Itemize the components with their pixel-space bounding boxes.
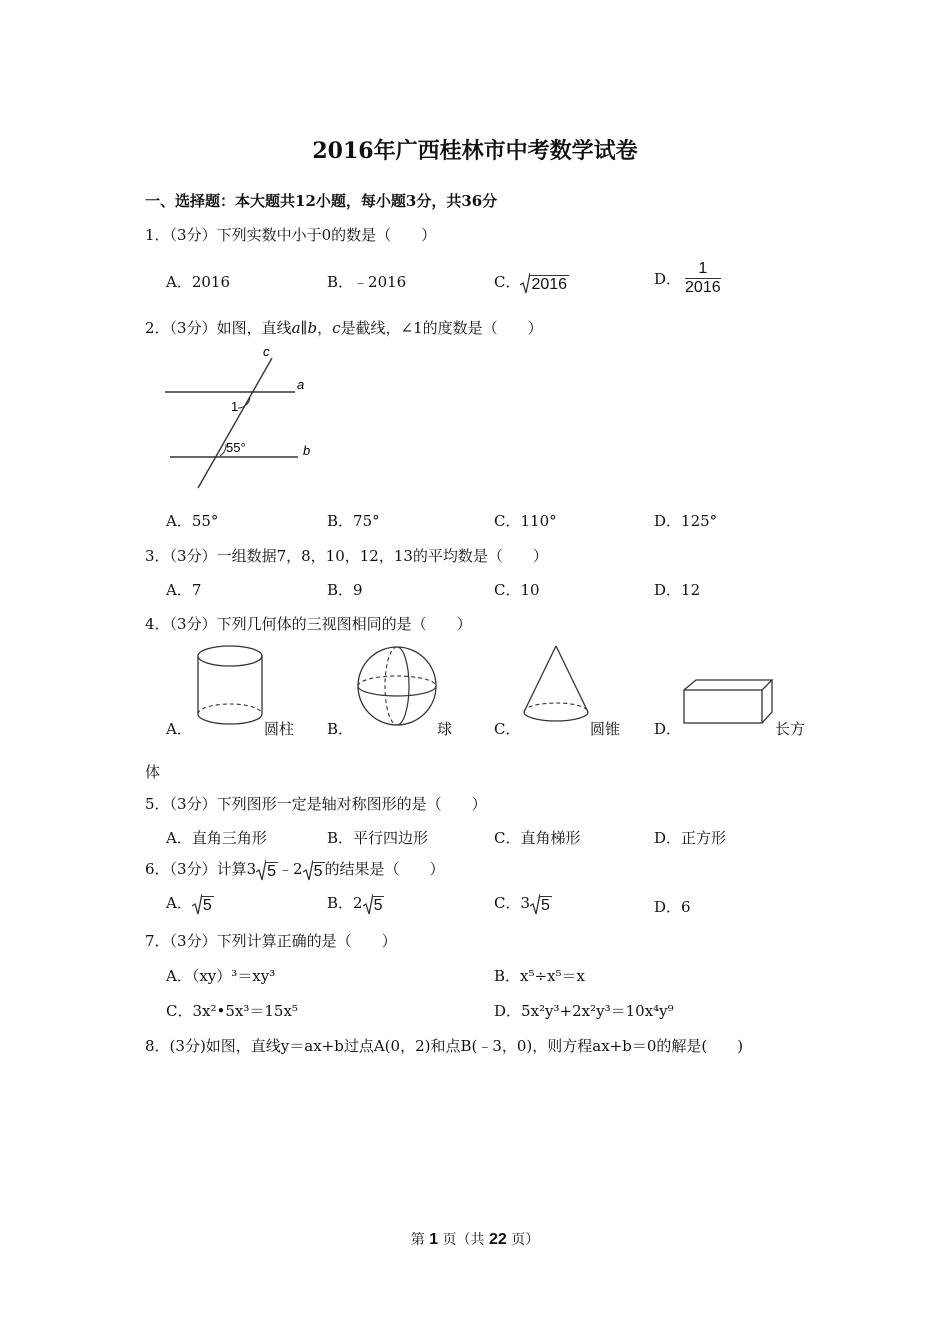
- q4-option-d-wrap: 体: [145, 763, 161, 781]
- q1-option-c-label: C．: [494, 273, 521, 291]
- label-angle-1: 1: [231, 399, 239, 414]
- q7-option-c: C．3x²•5x³＝15x⁵: [166, 1002, 298, 1020]
- q4-option-a: A．: [166, 720, 192, 738]
- q6-option-c-label: C．3: [494, 894, 531, 912]
- q3-option-a: A．7: [166, 581, 202, 599]
- question-5-stem: 5．（3分）下列图形一定是轴对称图形的是（ ）: [145, 795, 487, 813]
- sqrt-symbol: [530, 893, 552, 915]
- q4-option-d-name: 长方: [775, 720, 806, 738]
- sqrt-symbol: [363, 893, 385, 915]
- q6-option-a: [166, 892, 214, 915]
- sqrt-symbol: [256, 859, 278, 881]
- q6-option-a-label: A．: [166, 894, 192, 912]
- q5-option-d: D．正方形: [654, 829, 727, 847]
- label-c: c: [263, 344, 270, 359]
- footer-total-pages: 22: [489, 1231, 507, 1248]
- q1-option-d-label: D．: [654, 270, 682, 288]
- q4-option-b: B．: [327, 720, 354, 738]
- radicand: 5: [202, 897, 212, 914]
- parallel-symbol: ∥: [300, 319, 308, 337]
- q6-option-b-label: B．2: [327, 894, 363, 912]
- radicand: 5: [541, 897, 550, 914]
- sqrt-symbol: [520, 272, 569, 294]
- footer-pre: 第: [410, 1232, 430, 1248]
- q2-option-c: C．110°: [494, 512, 557, 530]
- cone-figure: [518, 642, 594, 728]
- line-c: [198, 358, 272, 488]
- q6-option-d: D．6: [654, 898, 691, 916]
- comma: ，: [317, 319, 333, 337]
- footer-page-number: 1: [429, 1231, 439, 1248]
- parallel-lines-figure: [160, 342, 330, 492]
- q1-option-a: A．2016: [166, 273, 231, 291]
- radicand: 5: [373, 897, 383, 914]
- label-b: b: [303, 443, 311, 458]
- fraction-numerator: 1: [698, 260, 708, 277]
- question-2-stem: [145, 317, 543, 338]
- question-7-stem: 7．（3分）下列计算正确的是（ ）: [145, 932, 397, 950]
- exam-title: 2016年广西桂林市中考数学试卷: [312, 138, 638, 164]
- cylinder-figure: [190, 642, 270, 732]
- fraction-denominator: 2016: [685, 279, 721, 296]
- cuboid-figure: [680, 678, 776, 726]
- q3-option-d: D．12: [654, 581, 701, 599]
- question-6-stem: [145, 858, 445, 881]
- q2-option-d: D．125°: [654, 512, 718, 530]
- q4-option-c: C．: [494, 720, 521, 738]
- q1-option-d: [654, 260, 721, 297]
- var-b: b: [307, 319, 318, 337]
- radicand: 5: [313, 863, 323, 880]
- footer-mid: 页（共: [438, 1232, 489, 1248]
- page-footer: [0, 1229, 950, 1249]
- q2-stem-post: 是截线，∠1的度数是（ ）: [340, 319, 543, 337]
- q6-stem-pre: 6．（3分）计算3: [145, 860, 257, 878]
- q4-option-a-name: 圆柱: [264, 720, 295, 738]
- q3-option-c: C．10: [494, 581, 540, 599]
- q5-option-c: C．直角梯形: [494, 829, 581, 847]
- var-a: a: [291, 319, 301, 337]
- q5-option-b: B．平行四边形: [327, 829, 429, 847]
- radicand: 5: [267, 863, 277, 880]
- q6-stem-mid: ﹣2: [278, 860, 303, 878]
- q1-option-c-radicand: 2016: [531, 276, 568, 293]
- q3-option-b: B．9: [327, 581, 363, 599]
- q2-option-a: A．55°: [166, 512, 219, 530]
- q6-stem-post: 的结果是（ ）: [324, 860, 445, 878]
- q1-option-b: B．﹣2016: [327, 273, 407, 291]
- q5-option-a: A．直角三角形: [166, 829, 267, 847]
- q6-option-c: [494, 892, 552, 915]
- question-4-stem: 4．（3分）下列几何体的三视图相同的是（ ）: [145, 615, 472, 633]
- section-heading: 一、选择题：本大题共12小题，每小题3分，共36分: [145, 192, 498, 210]
- q4-option-c-name: 圆锥: [590, 720, 621, 738]
- sphere-figure: [352, 644, 444, 730]
- footer-post: 页）: [506, 1232, 540, 1248]
- question-8-stem: 8．(3分)如图，直线y＝ax+b过点A(0，2)和点B(﹣3，0)，则方程ax+b＝0的解是( ): [145, 1037, 744, 1055]
- q7-option-d: D．5x²y³+2x²y³＝10x⁴y⁹: [494, 1002, 674, 1020]
- question-1-stem: 1．（3分）下列实数中小于0的数是（ ）: [145, 226, 437, 244]
- q6-option-b: [327, 892, 384, 915]
- question-3-stem: 3．（3分）一组数据7，8，10，12，13的平均数是（ ）: [145, 547, 548, 565]
- sqrt-symbol: [192, 893, 214, 915]
- var-c: c: [332, 319, 341, 337]
- label-a: a: [297, 377, 305, 392]
- q4-option-d: D．: [654, 720, 682, 738]
- q2-option-b: B．75°: [327, 512, 380, 530]
- q7-option-a: A．（xy）³＝xy³: [166, 967, 276, 985]
- label-angle-55: 55°: [226, 440, 246, 455]
- sqrt-symbol: [303, 859, 325, 881]
- q7-option-b: B．x⁵÷x⁵＝x: [494, 967, 585, 985]
- fraction: [685, 260, 721, 297]
- q2-stem-pre: 2．（3分）如图，直线: [145, 319, 292, 337]
- q1-option-c: [494, 271, 569, 294]
- q4-option-b-name: 球: [437, 720, 453, 738]
